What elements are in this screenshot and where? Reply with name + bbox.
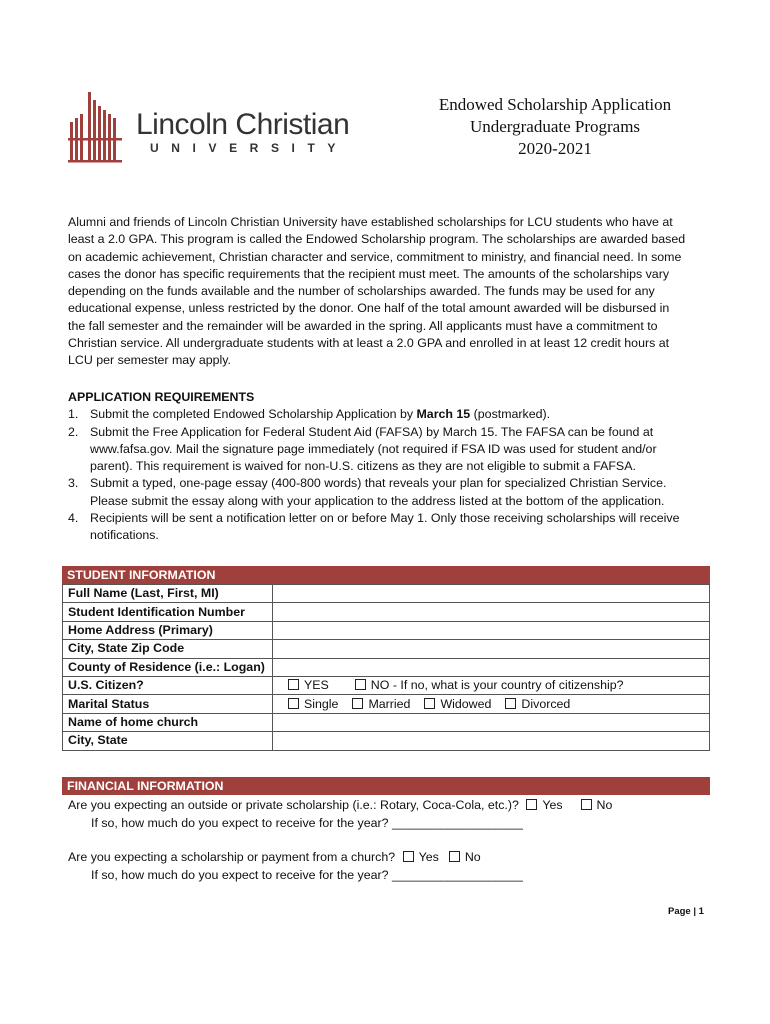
intro-line: depending on the funds available and the number of scholarships awarded. The funds may be used for any: [68, 284, 655, 299]
item-number: 1.: [68, 407, 79, 422]
chapel-logo-icon: [66, 92, 130, 164]
requirement-text: Submit the completed Endowed Scholarship Application by: [90, 407, 417, 422]
option-label: Married: [368, 696, 411, 711]
q1-yes-option[interactable]: [526, 797, 562, 814]
intro-line: Alumni and friends of Lincoln Christian University have established scholarships for LCU students who have at: [68, 215, 673, 229]
checkbox-icon[interactable]: [581, 799, 592, 810]
question-text: Are you expecting an outside or private scholarship (i.e.: Rotary, Coca-Cola, etc.)?: [68, 798, 519, 812]
private-scholarship-question: [68, 797, 626, 814]
home-church-label: Name of home church: [63, 713, 273, 731]
requirement-line: notifications.: [90, 528, 159, 543]
requirement-line: parent). This requirement is waived for non-U.S. citizens as they are not eligible to submit a FAFSA.: [90, 459, 636, 474]
citizen-label: U.S. Citizen?: [63, 676, 273, 694]
table-row: [63, 695, 710, 713]
checkbox-icon[interactable]: [355, 679, 366, 690]
requirement-text: (postmarked).: [470, 407, 551, 422]
page-footer: [668, 906, 704, 917]
intro-line: the fall semester and the remainder will be awarded in the spring. All applicants must have a commitment to: [68, 318, 658, 333]
q2-no-option[interactable]: [449, 849, 481, 866]
requirement-item: [68, 510, 716, 545]
option-label: No: [464, 850, 481, 864]
student-id-field[interactable]: [273, 603, 710, 621]
marital-divorced-option[interactable]: [505, 696, 570, 713]
home-address-field[interactable]: [273, 621, 710, 639]
full-name-field[interactable]: [273, 585, 710, 603]
marital-married-option[interactable]: [352, 696, 410, 713]
county-field[interactable]: [273, 658, 710, 676]
table-row: [63, 603, 710, 621]
option-label: Yes: [542, 798, 563, 812]
church-city-state-field[interactable]: [273, 732, 710, 750]
option-label: Yes: [418, 850, 439, 864]
table-row: [63, 676, 710, 694]
checkbox-icon[interactable]: [526, 799, 537, 810]
checkbox-icon[interactable]: [288, 679, 299, 690]
checkbox-icon[interactable]: [505, 698, 516, 709]
item-number: 4.: [68, 511, 79, 526]
logo-name: Lincoln Christian: [136, 108, 350, 141]
q1-no-option[interactable]: [581, 797, 613, 814]
item-number: 3.: [68, 476, 79, 491]
church-scholarship-amount[interactable]: If so, how much do you expect to receive for the year? ___________________: [91, 868, 523, 882]
intro-paragraph: [68, 214, 716, 370]
requirements-heading: APPLICATION REQUIREMENTS: [68, 390, 255, 404]
document-title: [400, 94, 710, 160]
table-row: [63, 621, 710, 639]
option-label: No: [596, 798, 613, 812]
item-number: 2.: [68, 424, 79, 439]
requirement-line: Submit the Free Application for Federal Student Aid (FAFSA) by March 15. The FAFSA can be found at: [90, 424, 654, 439]
requirement-line: www.fafsa.gov. Mail the signature page immediately (not required if FSA ID was used for student and/or: [90, 441, 657, 456]
requirement-item: [68, 475, 716, 510]
intro-line: Christian service. All undergraduate students with at least a 2.0 GPA and enrolled in at least 12 credit hours at: [68, 336, 670, 351]
logo-subtitle: UNIVERSITY: [150, 141, 349, 155]
table-row: [63, 732, 710, 750]
requirement-item: [68, 406, 716, 423]
option-label: Single: [304, 696, 339, 711]
checkbox-icon[interactable]: [288, 698, 299, 709]
county-label: County of Residence (i.e.: Logan): [63, 658, 273, 676]
marital-widowed-option[interactable]: [424, 696, 491, 713]
private-scholarship-amount[interactable]: If so, how much do you expect to receive for the year? ___________________: [91, 816, 523, 830]
city-state-zip-label: City, State Zip Code: [63, 640, 273, 658]
requirement-line: Submit a typed, one-page essay (400-800 words) that reveals your plan for specialized Christian Service.: [90, 476, 667, 491]
question-text: Are you expecting a scholarship or payment from a church?: [68, 850, 396, 864]
option-label: Widowed: [440, 696, 492, 711]
home-address-label: Home Address (Primary): [63, 621, 273, 639]
checkbox-icon[interactable]: [352, 698, 363, 709]
intro-line: LCU per semester may apply.: [68, 353, 231, 368]
student-id-label: Student Identification Number: [63, 603, 273, 621]
marital-status-label: Marital Status: [63, 695, 273, 713]
option-label: Divorced: [521, 696, 571, 711]
church-city-state-label: City, State: [63, 732, 273, 750]
table-row: [63, 658, 710, 676]
deadline-date: March 15: [416, 407, 471, 422]
table-row: [63, 713, 710, 731]
home-church-field[interactable]: [273, 713, 710, 731]
student-info-table: [62, 584, 710, 751]
requirement-line: Please submit the essay along with your application to the address listed at the bottom of the application.: [90, 493, 665, 508]
marital-options: [273, 695, 710, 713]
page-number: 1: [698, 906, 704, 917]
requirement-item: [68, 424, 716, 476]
q2-yes-option[interactable]: [403, 849, 439, 866]
option-label: NO - If no, what is your country of citizenship?: [370, 678, 624, 693]
citizen-no-option[interactable]: [355, 677, 624, 694]
financial-info-heading: FINANCIAL INFORMATION: [62, 777, 710, 795]
full-name-label: Full Name (Last, First, MI): [63, 585, 273, 603]
title-line: Undergraduate Programs: [469, 117, 641, 136]
marital-single-option[interactable]: [288, 696, 338, 713]
student-info-heading-bar: [272, 566, 710, 584]
checkbox-icon[interactable]: [403, 851, 414, 862]
requirement-line: Recipients will be sent a notification letter on or before May 1. Only those receiving scholarships will receive: [90, 511, 680, 526]
title-line: Endowed Scholarship Application: [438, 95, 672, 114]
checkbox-icon[interactable]: [424, 698, 435, 709]
table-row: [63, 640, 710, 658]
table-row: [63, 585, 710, 603]
citizen-options: [273, 676, 710, 694]
university-logo: [66, 92, 350, 164]
page-label: Page |: [668, 906, 699, 917]
checkbox-icon[interactable]: [449, 851, 460, 862]
intro-line: on academic achievement, Christian character and service, commitment to ministry, and financial need. In some: [68, 249, 682, 264]
option-label: YES: [304, 678, 329, 693]
citizen-yes-option[interactable]: [288, 677, 329, 694]
title-line: 2020-2021: [518, 139, 592, 158]
intro-line: cases the donor has specific requirements that the recipient must meet. The amounts of the scholarships vary: [68, 266, 670, 281]
church-scholarship-question: [68, 849, 495, 866]
application-requirements: [68, 389, 716, 545]
intro-line: least a 2.0 GPA. This program is called the Endowed Scholarship program. The scholarships are awarded based: [68, 232, 686, 247]
city-state-zip-field[interactable]: [273, 640, 710, 658]
student-info-heading: STUDENT INFORMATION: [62, 566, 272, 584]
intro-line: educational expense, unless restricted by the donor. One half of the total amount awarded will be disbursed in: [68, 301, 670, 316]
